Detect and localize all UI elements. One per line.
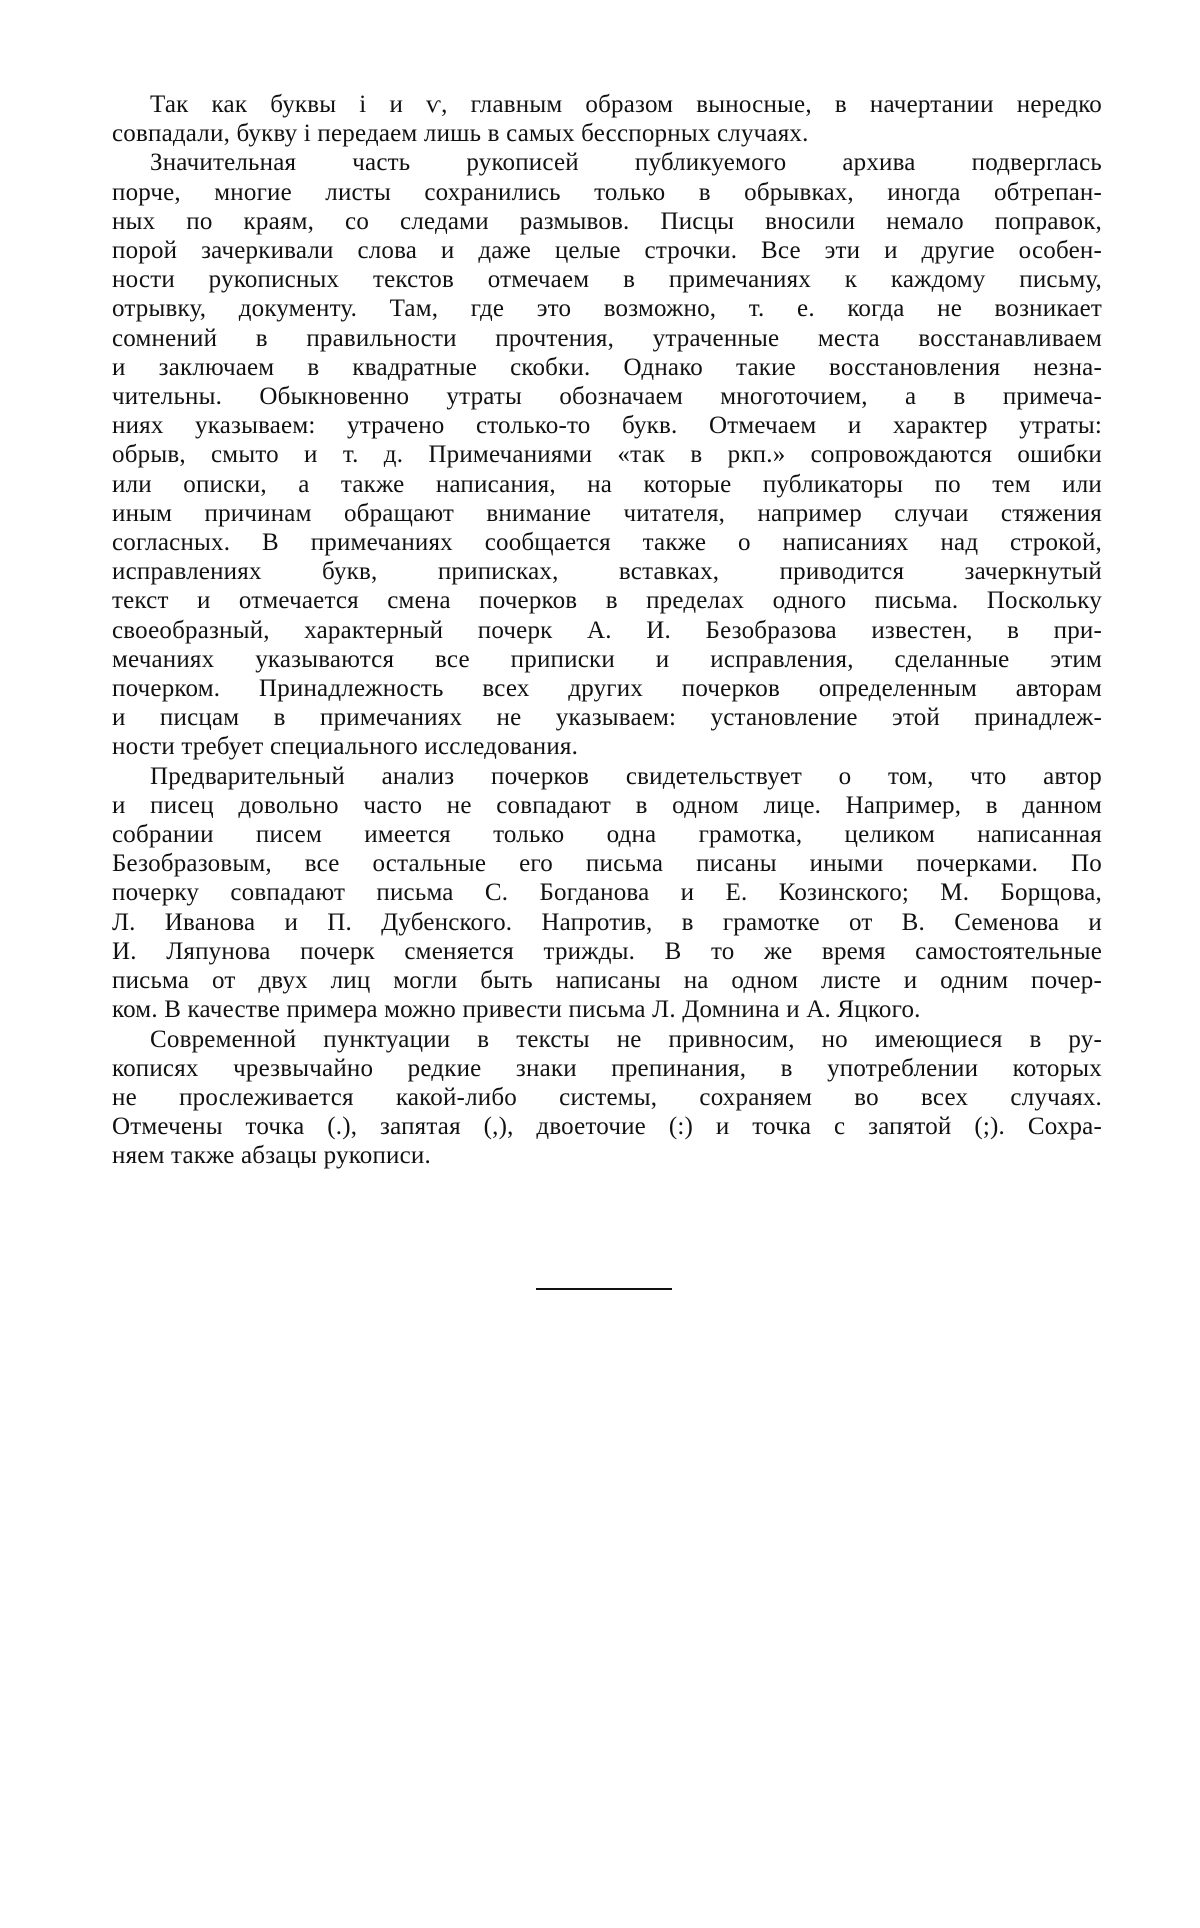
text-line: своеобразный, характерный почерк А. И. Безобразова известен, в при- [112,616,1102,644]
text-line: не прослеживается какой-либо системы, сохраняем во всех случаях. [112,1083,1102,1111]
text-line: отрывку, документу. Там, где это возможно, т. е. когда не возникает [112,295,1102,323]
text-line: няем также абзацы рукописи. [112,1142,431,1170]
body-text [112,90,1102,1171]
text-line: порой зачеркивали слова и даже целые строчки. Все эти и другие особен- [112,237,1102,265]
text-line: и заключаем в квадратные скобки. Однако такие восстановления незна- [112,353,1102,381]
text-line: или описки, а также написания, на которые публикаторы по тем или [112,470,1102,498]
text-line: Л. Иванова и П. Дубенского. Напротив, в грамотке от В. Семенова и [112,908,1102,936]
text-line: Предварительный анализ почерков свидетельствует о том, что автор [150,762,1102,790]
text-line: иным причинам обращают внимание читателя, например случаи стяжения [112,499,1102,527]
text-line: ных по краям, со следами размывов. Писцы вносили немало поправок, [112,207,1102,235]
text-line: сомнений в правильности прочтения, утраченные места восстанавливаем [112,324,1102,352]
text-line: почерком. Принадлежность всех других почерков определенным авторам [112,675,1102,703]
text-line: исправлениях букв, приписках, вставках, приводится зачеркнутый [112,558,1102,586]
text-line: письма от двух лиц могли быть написаны на одном листе и одним почер- [112,967,1102,995]
paragraph-4 [112,1025,1102,1171]
text-line: Так как буквы і и ѵ, главным образом выносные, в начертании нередко [150,91,1102,118]
paragraph-2 [112,148,1102,761]
paragraph-3 [112,762,1102,1025]
text-line: кописях чрезвычайно редкие знаки препинания, в употреблении которых [112,1054,1102,1082]
text-line: Значительная часть рукописей публикуемого архива подверглась [150,149,1102,177]
text-line: чительны. Обыкновенно утраты обозначаем многоточием, а в примеча- [112,383,1102,411]
text-line: и писец довольно часто не совпадают в одном лице. Например, в данном [112,791,1102,819]
text-line: почерку совпадают письма С. Богданова и Е. Козинского; М. Борщова, [112,879,1102,907]
section-end-rule [536,1288,672,1290]
text-line: ности рукописных текстов отмечаем в примечаниях к каждому письму, [112,266,1102,294]
text-line: собрании писем имеется только одна грамотка, целиком написанная [112,821,1102,849]
text-line: и писцам в примечаниях не указываем: установление этой принадлеж- [112,704,1102,732]
text-line: совпадали, букву і передаем лишь в самых бесспорных случаях. [112,120,809,148]
text-line: текст и отмечается смена почерков в пределах одного письма. Поскольку [112,587,1102,615]
paragraph-1 [112,90,1102,148]
text-line: ком. В качестве примера можно привести письма Л. Домнина и А. Яцкого. [112,996,921,1024]
text-line: И. Ляпунова почерк сменяется трижды. В то же время самостоятельные [112,937,1102,965]
text-line: Отмечены точка (.), запятая (,), двоеточие (:) и точка с запятой (;). Сохра- [112,1113,1102,1141]
text-line: мечаниях указываются все приписки и исправления, сделанные этим [112,645,1102,673]
text-line: обрыв, смыто и т. д. Примечаниями «так в ркп.» сопровождаются ошибки [112,441,1102,469]
text-line: ности требует специального исследования. [112,733,579,761]
text-line: Современной пунктуации в тексты не привносим, но имеющиеся в ру- [150,1025,1102,1053]
text-line: порче, многие листы сохранились только в обрывках, иногда обтрепан- [112,178,1102,206]
text-line: согласных. В примечаниях сообщается также о написаниях над строкой, [112,529,1102,557]
text-line: Безобразовым, все остальные его письма писаны иными почерками. По [112,850,1102,878]
text-line: ниях указываем: утрачено столько-то букв. Отмечаем и характер утраты: [112,412,1102,440]
